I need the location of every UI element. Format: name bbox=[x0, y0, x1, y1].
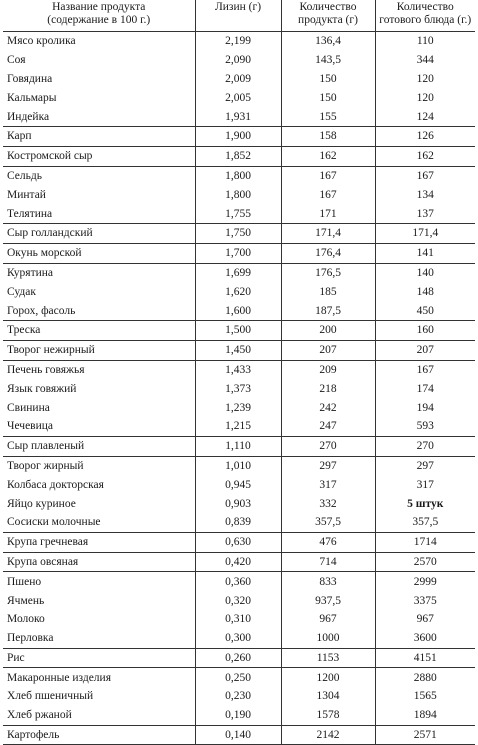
cell-lysine: 0,630 bbox=[195, 532, 281, 552]
table-row bbox=[3, 204, 475, 223]
table-row bbox=[3, 301, 475, 320]
cell-dish-quantity: 4151 bbox=[375, 648, 475, 668]
cell-product-name: Кальмары bbox=[7, 91, 57, 104]
table-row bbox=[3, 687, 475, 706]
cell-lysine: 2,005 bbox=[195, 88, 281, 107]
cell-lysine: 0,260 bbox=[195, 648, 281, 668]
table-header-row bbox=[3, 0, 475, 32]
cell-product-quantity: 247 bbox=[281, 417, 375, 436]
cell-dish-quantity: 140 bbox=[375, 263, 475, 282]
cell-lysine: 0,310 bbox=[195, 610, 281, 629]
cell-lysine: 1,620 bbox=[195, 282, 281, 301]
cell-product-quantity: 1153 bbox=[281, 648, 375, 668]
cell-dish-quantity: 1565 bbox=[375, 687, 475, 706]
cell-dish-quantity: 194 bbox=[375, 398, 475, 417]
cell-lysine: 0,140 bbox=[195, 725, 281, 745]
cell-lysine: 1,373 bbox=[195, 379, 281, 398]
header-lysine bbox=[195, 0, 281, 32]
cell-dish-quantity: 174 bbox=[375, 379, 475, 398]
cell-lysine: 0,420 bbox=[195, 552, 281, 572]
table-row bbox=[3, 166, 475, 185]
table-row bbox=[3, 648, 475, 668]
cell-product-quantity: 209 bbox=[281, 360, 375, 379]
table-row bbox=[3, 532, 475, 552]
cell-dish-quantity: 1894 bbox=[375, 706, 475, 725]
cell-product-quantity: 218 bbox=[281, 379, 375, 398]
table-row bbox=[3, 475, 475, 494]
cell-product-name: Пшено bbox=[3, 572, 195, 591]
cell-product-quantity: 270 bbox=[281, 436, 375, 456]
cell-dish-quantity: 126 bbox=[375, 126, 475, 146]
header-product-quantity-text: Количество продукта (г) bbox=[298, 1, 358, 26]
cell-dish-quantity: 967 bbox=[375, 610, 475, 629]
cell-lysine: 1,800 bbox=[195, 166, 281, 185]
cell-product-quantity: 187,5 bbox=[281, 301, 375, 320]
header-product-name bbox=[3, 0, 195, 32]
table-row bbox=[3, 494, 475, 513]
cell-product-name: Судак bbox=[7, 285, 36, 298]
cell-product-name: Телятина bbox=[7, 207, 53, 220]
cell-dish-quantity: 2570 bbox=[375, 552, 475, 572]
cell-product-quantity: 176,5 bbox=[281, 263, 375, 282]
cell-product-name: Крупа овсяная bbox=[3, 552, 195, 572]
table-row bbox=[3, 360, 475, 379]
cell-product-quantity: 714 bbox=[281, 552, 375, 572]
cell-product-quantity: 242 bbox=[281, 398, 375, 417]
cell-dish-quantity: 317 bbox=[375, 475, 475, 494]
cell-product-quantity: 2142 bbox=[281, 725, 375, 745]
cell-product-name: Говядина bbox=[7, 72, 53, 85]
cell-dish-quantity: 120 bbox=[375, 70, 475, 89]
cell-product-quantity: 357,5 bbox=[281, 513, 375, 532]
table-row bbox=[3, 282, 475, 301]
table-row bbox=[3, 513, 475, 532]
table-row bbox=[3, 88, 475, 107]
table-row bbox=[3, 417, 475, 436]
cell-dish-quantity: 124 bbox=[375, 107, 475, 126]
cell-lysine: 1,900 bbox=[195, 126, 281, 146]
table-row bbox=[3, 340, 475, 360]
cell-product-quantity: 185 bbox=[281, 282, 375, 301]
cell-lysine: 0,230 bbox=[195, 687, 281, 706]
cell-product-name: Сыр плавленый bbox=[3, 436, 195, 456]
table-row bbox=[3, 185, 475, 204]
table-row bbox=[3, 591, 475, 610]
table-row bbox=[3, 107, 475, 126]
cell-dish-quantity: 1714 bbox=[375, 532, 475, 552]
cell-product-quantity: 158 bbox=[281, 126, 375, 146]
table-row bbox=[3, 320, 475, 340]
cell-lysine: 1,433 bbox=[195, 360, 281, 379]
table-row bbox=[3, 379, 475, 398]
cell-product-name: Индейка bbox=[7, 110, 50, 123]
cell-product-name: Сыр голландский bbox=[3, 223, 195, 243]
cell-product-name: Язык говяжий bbox=[7, 382, 77, 395]
cell-product-quantity: 171 bbox=[281, 204, 375, 223]
cell-dish-quantity: 3375 bbox=[375, 591, 475, 610]
cell-product-name: Перловка bbox=[7, 632, 54, 645]
cell-product-quantity: 150 bbox=[281, 70, 375, 89]
cell-product-quantity: 833 bbox=[281, 572, 375, 591]
cell-product-name: Минтай bbox=[7, 188, 46, 201]
header-dish-quantity-text: Количество готового блюда (г.) bbox=[379, 1, 472, 26]
cell-dish-quantity: 207 bbox=[375, 340, 475, 360]
cell-dish-quantity: 120 bbox=[375, 88, 475, 107]
cell-lysine: 2,199 bbox=[195, 32, 281, 51]
cell-product-name: Печень говяжья bbox=[3, 360, 195, 379]
cell-product-name: Костромской сыр bbox=[3, 146, 195, 166]
table-row bbox=[3, 572, 475, 591]
cell-dish-quantity: 450 bbox=[375, 301, 475, 320]
cell-lysine: 1,110 bbox=[195, 436, 281, 456]
cell-lysine: 2,009 bbox=[195, 70, 281, 89]
cell-lysine: 0,839 bbox=[195, 513, 281, 532]
cell-dish-quantity: 297 bbox=[375, 456, 475, 475]
cell-product-name: Мясо кролика bbox=[7, 35, 76, 48]
cell-product-quantity: 1304 bbox=[281, 687, 375, 706]
cell-product-quantity: 155 bbox=[281, 107, 375, 126]
cell-product-name: Окунь морской bbox=[3, 243, 195, 263]
cell-product-name: Треска bbox=[3, 320, 195, 340]
cell-dish-quantity: 5 штук bbox=[375, 494, 475, 513]
cell-dish-quantity: 141 bbox=[375, 243, 475, 263]
cell-product-name: Творог нежирный bbox=[3, 340, 195, 360]
table-row bbox=[3, 668, 475, 687]
cell-product-name: Ячмень bbox=[7, 594, 45, 607]
cell-lysine: 1,700 bbox=[195, 243, 281, 263]
cell-product-quantity: 171,4 bbox=[281, 223, 375, 243]
cell-product-name: Макаронные изделия bbox=[3, 668, 195, 687]
cell-dish-quantity: 162 bbox=[375, 146, 475, 166]
cell-dish-quantity: 2571 bbox=[375, 725, 475, 745]
cell-product-quantity: 967 bbox=[281, 610, 375, 629]
cell-lysine: 1,239 bbox=[195, 398, 281, 417]
lysine-content-table bbox=[3, 0, 475, 745]
table-row bbox=[3, 146, 475, 166]
cell-product-name: Рис bbox=[3, 648, 195, 668]
cell-product-quantity: 476 bbox=[281, 532, 375, 552]
cell-product-quantity: 937,5 bbox=[281, 591, 375, 610]
table-row bbox=[3, 629, 475, 648]
table-row bbox=[3, 456, 475, 475]
cell-product-name: Курятина bbox=[3, 263, 195, 282]
header-dish-quantity bbox=[375, 0, 475, 32]
cell-product-name: Крупа гречневая bbox=[3, 532, 195, 552]
cell-dish-quantity: 134 bbox=[375, 185, 475, 204]
cell-product-name: Молоко bbox=[7, 613, 45, 626]
cell-product-quantity: 1200 bbox=[281, 668, 375, 687]
cell-product-name: Яйцо куриное bbox=[7, 497, 76, 510]
cell-lysine: 0,360 bbox=[195, 572, 281, 591]
cell-product-quantity: 136,4 bbox=[281, 32, 375, 51]
cell-lysine: 0,190 bbox=[195, 706, 281, 725]
table-row bbox=[3, 126, 475, 146]
cell-product-name: Творог жирный bbox=[3, 456, 195, 475]
table-row bbox=[3, 552, 475, 572]
cell-product-quantity: 1000 bbox=[281, 629, 375, 648]
cell-product-quantity: 297 bbox=[281, 456, 375, 475]
table-row bbox=[3, 243, 475, 263]
cell-lysine: 0,320 bbox=[195, 591, 281, 610]
cell-dish-quantity: 167 bbox=[375, 360, 475, 379]
cell-product-quantity: 162 bbox=[281, 146, 375, 166]
table-row bbox=[3, 70, 475, 89]
table-row bbox=[3, 706, 475, 725]
header-product-name-text: Название продукта (содержание в 100 г.) bbox=[47, 1, 151, 26]
cell-lysine: 1,450 bbox=[195, 340, 281, 360]
cell-product-name: Карп bbox=[3, 126, 195, 146]
cell-product-name: Хлеб ржаной bbox=[7, 709, 72, 722]
cell-product-quantity: 1578 bbox=[281, 706, 375, 725]
cell-product-name: Сельдь bbox=[3, 166, 195, 185]
cell-dish-quantity: 110 bbox=[375, 32, 475, 51]
cell-lysine: 2,090 bbox=[195, 51, 281, 70]
cell-lysine: 1,699 bbox=[195, 263, 281, 282]
cell-product-quantity: 332 bbox=[281, 494, 375, 513]
header-lysine-text: Лизин (г) bbox=[214, 1, 262, 13]
cell-lysine: 1,852 bbox=[195, 146, 281, 166]
cell-lysine: 1,010 bbox=[195, 456, 281, 475]
cell-dish-quantity: 148 bbox=[375, 282, 475, 301]
cell-product-name: Хлеб пшеничный bbox=[7, 690, 94, 703]
cell-lysine: 0,903 bbox=[195, 494, 281, 513]
cell-product-name: Колбаса докторская bbox=[7, 478, 104, 491]
cell-product-name: Чечевица bbox=[7, 420, 54, 433]
table-row bbox=[3, 725, 475, 745]
cell-dish-quantity: 2999 bbox=[375, 572, 475, 591]
cell-product-quantity: 167 bbox=[281, 185, 375, 204]
cell-product-quantity: 150 bbox=[281, 88, 375, 107]
cell-product-name: Соя bbox=[7, 54, 26, 67]
header-product-quantity bbox=[281, 0, 375, 32]
table-row bbox=[3, 223, 475, 243]
cell-dish-quantity: 2880 bbox=[375, 668, 475, 687]
table-row bbox=[3, 263, 475, 282]
cell-lysine: 1,215 bbox=[195, 417, 281, 436]
cell-product-quantity: 207 bbox=[281, 340, 375, 360]
cell-dish-quantity: 137 bbox=[375, 204, 475, 223]
cell-product-name: Свинина bbox=[7, 401, 50, 414]
cell-dish-quantity: 167 bbox=[375, 166, 475, 185]
cell-dish-quantity: 357,5 bbox=[375, 513, 475, 532]
table-row bbox=[3, 436, 475, 456]
cell-lysine: 1,750 bbox=[195, 223, 281, 243]
cell-dish-quantity: 3600 bbox=[375, 629, 475, 648]
cell-lysine: 1,600 bbox=[195, 301, 281, 320]
cell-dish-quantity: 160 bbox=[375, 320, 475, 340]
table-row bbox=[3, 51, 475, 70]
cell-product-quantity: 143,5 bbox=[281, 51, 375, 70]
cell-dish-quantity: 171,4 bbox=[375, 223, 475, 243]
cell-product-name: Картофель bbox=[3, 725, 195, 745]
table-row bbox=[3, 610, 475, 629]
cell-dish-quantity: 270 bbox=[375, 436, 475, 456]
table-body bbox=[3, 32, 475, 745]
cell-product-quantity: 317 bbox=[281, 475, 375, 494]
table-row bbox=[3, 398, 475, 417]
cell-lysine: 0,300 bbox=[195, 629, 281, 648]
cell-lysine: 0,250 bbox=[195, 668, 281, 687]
cell-dish-quantity: 593 bbox=[375, 417, 475, 436]
cell-lysine: 1,500 bbox=[195, 320, 281, 340]
cell-lysine: 1,931 bbox=[195, 107, 281, 126]
cell-product-name: Горох, фасоль bbox=[7, 304, 76, 317]
cell-product-quantity: 200 bbox=[281, 320, 375, 340]
cell-lysine: 1,800 bbox=[195, 185, 281, 204]
cell-lysine: 1,755 bbox=[195, 204, 281, 223]
cell-dish-quantity: 344 bbox=[375, 51, 475, 70]
table-row bbox=[3, 32, 475, 51]
cell-product-quantity: 176,4 bbox=[281, 243, 375, 263]
cell-product-quantity: 167 bbox=[281, 166, 375, 185]
cell-lysine: 0,945 bbox=[195, 475, 281, 494]
cell-product-name: Сосиски молочные bbox=[7, 516, 101, 529]
